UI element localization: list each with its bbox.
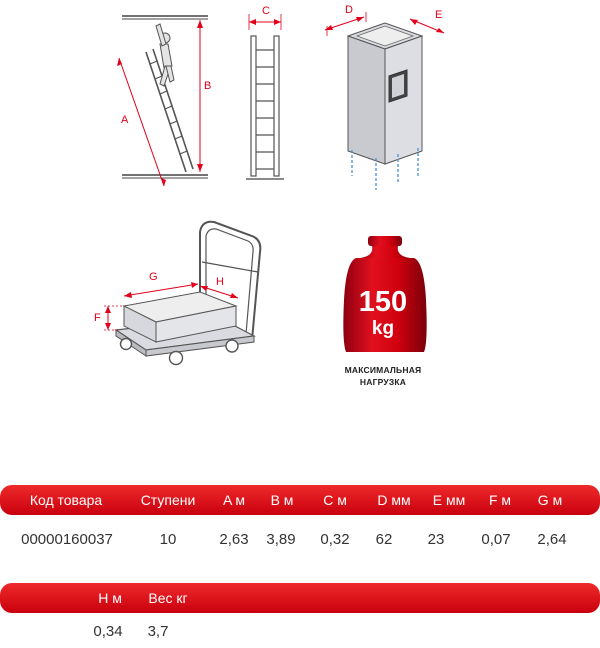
value-f: 0,07 (481, 531, 511, 548)
value-h: 0,34 (93, 623, 123, 640)
value-weight: 3,7 (147, 623, 169, 640)
header-a: A м (222, 492, 246, 508)
label-g: G (149, 271, 158, 283)
profile-section-diagram (322, 0, 452, 192)
header-c: C м (323, 492, 347, 508)
value-steps: 10 (159, 531, 177, 548)
weight-caption-line1: МАКСИМАЛЬНАЯ (344, 365, 422, 375)
header-h: H м (98, 590, 122, 606)
header-g: G м (537, 492, 563, 508)
weight-value: 150 (358, 286, 408, 318)
spec-table-header-bar (0, 485, 600, 515)
label-c: C (262, 5, 270, 17)
label-a: A (121, 114, 129, 126)
spec-table2-header-bar (0, 583, 600, 613)
header-code: Код товара (29, 492, 103, 508)
weight-caption-line2: НАГРУЗКА (359, 377, 407, 387)
value-e: 23 (427, 531, 445, 548)
header-f: F м (488, 492, 512, 508)
label-d: D (345, 4, 353, 16)
value-c: 0,32 (320, 531, 350, 548)
label-f: F (94, 312, 101, 324)
value-code: 00000160037 (21, 531, 113, 548)
value-b: 3,89 (266, 531, 296, 548)
header-b: B м (270, 492, 294, 508)
weight-unit: kg (371, 318, 395, 339)
value-d: 62 (375, 531, 393, 548)
header-e: E мм (432, 492, 466, 508)
ladder-front-diagram (240, 8, 290, 188)
trolley-diagram (90, 212, 270, 367)
label-h: H (216, 276, 224, 288)
header-weight: Вес кг (148, 590, 188, 606)
header-steps: Ступени (140, 492, 196, 508)
label-b: B (204, 80, 212, 92)
value-a: 2,63 (219, 531, 249, 548)
label-e: E (435, 9, 443, 21)
header-d: D мм (377, 492, 411, 508)
ladder-usage-diagram (110, 8, 220, 190)
value-g: 2,64 (537, 531, 567, 548)
